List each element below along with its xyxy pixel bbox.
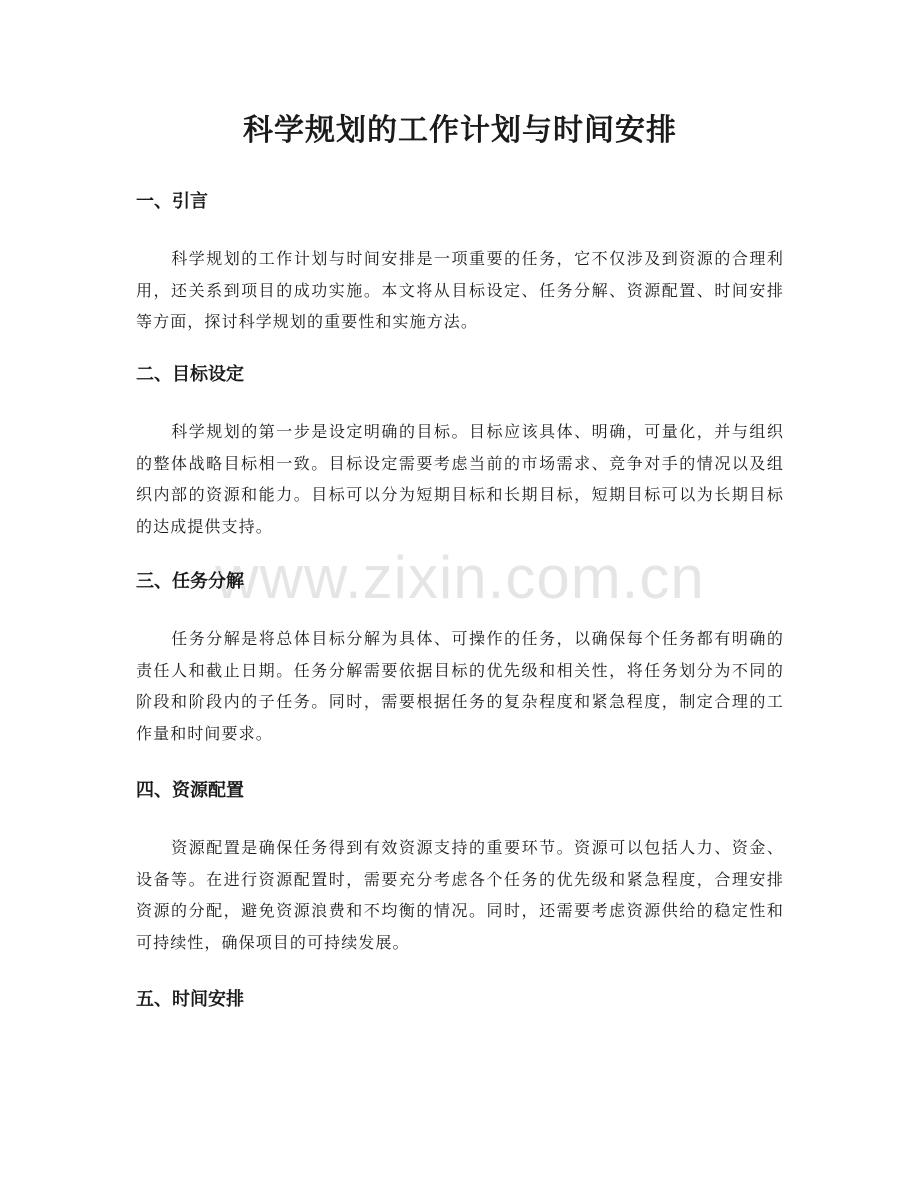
section-heading: 二、目标设定: [136, 364, 244, 385]
section-task-breakdown: [136, 567, 784, 750]
section-paragraph: 科学规划的工作计划与时间安排是一项重要的任务，它不仅涉及到资源的合理利用，还关系到项目的成功实施。本文将从目标设定、任务分解、资源配置、时间安排等方面，探讨科学规划的重要性和实施方法。: [136, 249, 784, 332]
document-title: 科学规划的工作计划与时间安排: [243, 113, 677, 148]
section-time-scheduling: [136, 985, 784, 1015]
section-goal-setting: [136, 360, 784, 543]
section-heading: 一、引言: [136, 191, 208, 212]
section-introduction: [136, 187, 784, 338]
section-resource-allocation: [136, 776, 784, 959]
section-heading: 四、资源配置: [136, 780, 244, 801]
watermark: www.zixin.com.cn: [215, 544, 705, 611]
section-paragraph: 资源配置是确保任务得到有效资源支持的重要环节。资源可以包括人力、资金、设备等。在进行资源配置时，需要充分考虑各个任务的优先级和紧急程度，合理安排资源的分配，避免资源浪费和不均衡的情况。同时，还需要考虑资源供给的稳定性和可持续性，确保项目的可持续发展。: [136, 838, 784, 953]
section-heading: 五、时间安排: [136, 989, 244, 1010]
section-paragraph: 任务分解是将总体目标分解为具体、可操作的任务，以确保每个任务都有明确的责任人和截止日期。任务分解需要依据目标的优先级和相关性，将任务划分为不同的阶段和阶段内的子任务。同时，需要根据任务的复杂程度和紧急程度，制定合理的工作量和时间要求。: [136, 629, 784, 744]
section-paragraph: 科学规划的第一步是设定明确的目标。目标应该具体、明确，可量化，并与组织的整体战略目标相一致。目标设定需要考虑当前的市场需求、竞争对手的情况以及组织内部的资源和能力。目标可以分为短期目标和长期目标，短期目标可以为长期目标的达成提供支持。: [136, 422, 784, 537]
section-heading: 三、任务分解: [136, 571, 244, 592]
